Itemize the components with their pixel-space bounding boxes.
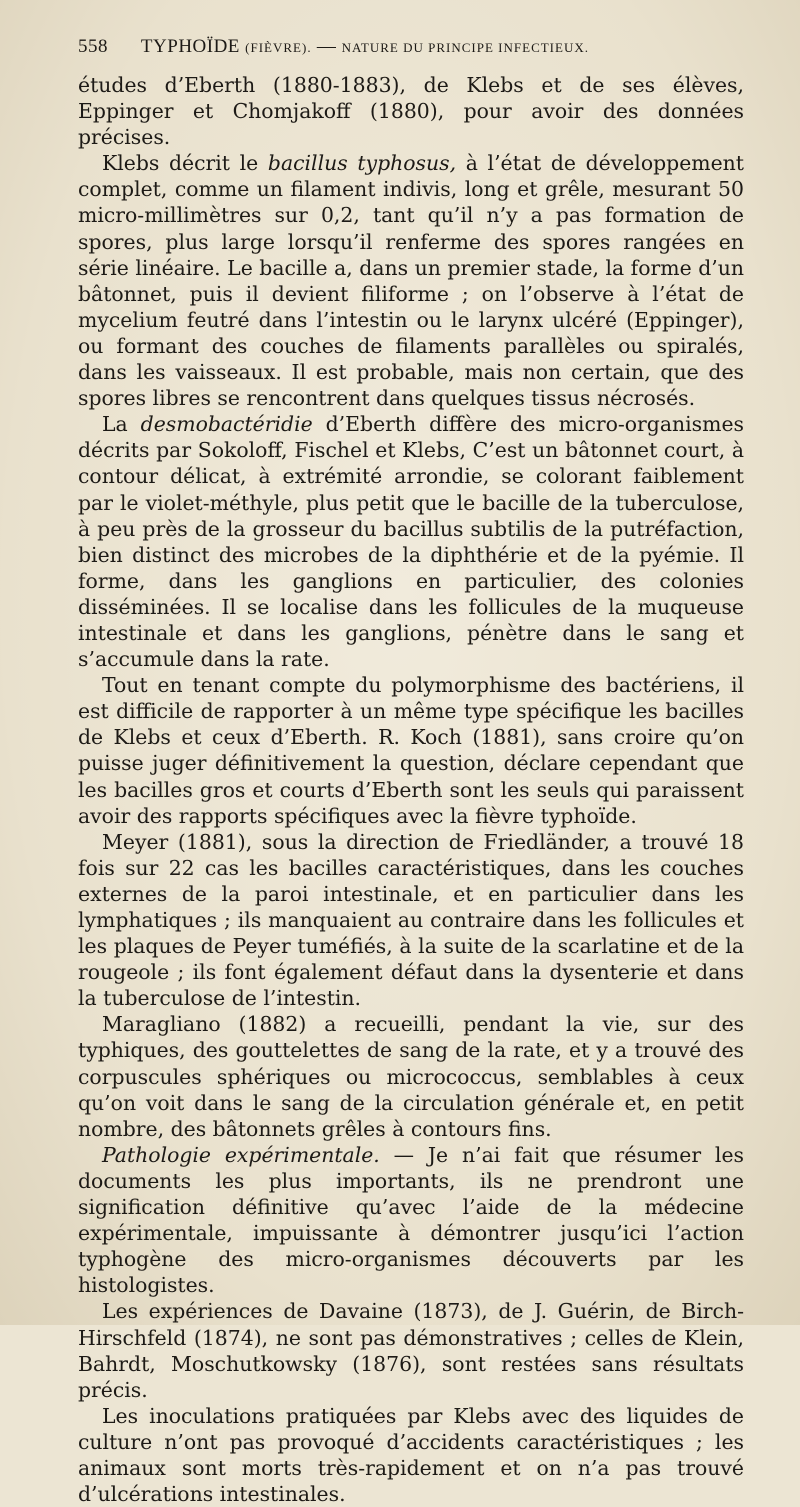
running-header <box>78 36 758 58</box>
paragraph-text: Klebs décrit le <box>102 151 268 176</box>
paragraph <box>78 1298 744 1402</box>
paragraph-text: Les expériences de Davaine (1873), de J. Guérin, de Birch-Hirschfeld (1874), ne sont pas démonstratives ; celles de Klein, Bahrdt, Moschutkowsky (1876), sont restées sans résultats précis. <box>78 1299 744 1402</box>
italic-text: desmobactéridie <box>140 412 313 437</box>
header-dash: — <box>316 36 337 57</box>
paragraph-text: — Je n’ai fait que résumer les documents les plus importants, ils ne prendront une signification définitive qu’avec l’aide de la médecine expérimentale, impuissante à démontrer jusqu’ici l’action typhogène des micro-organismes découverts par les histologistes. <box>78 1142 744 1298</box>
running-title: TYPHOÏDE <box>140 36 240 57</box>
paragraph-text: Meyer (1881), sous la direction de Friedländer, a trouvé 18 fois sur 22 cas les bacilles caractéristiques, dans les couches externes de la paroi intestinale, et en particulier dans les lymphatiques ; ils manquaient au contraire dans les follicules et les plaques de Peyer tuméfiés, à la suite de la scarlatine et de la rougeole ; ils font également défaut dans la dysenterie et dans la tuberculose de l’intestin. <box>78 829 744 1011</box>
paragraph <box>78 1403 744 1507</box>
paragraph <box>78 150 744 411</box>
italic-text: bacillus typhosus, <box>267 151 457 176</box>
paragraph <box>78 672 744 829</box>
italic-text: Pathologie expérimentale. <box>102 1142 380 1167</box>
body-text <box>78 72 744 1507</box>
paragraph-text: études d’Eberth (1880-1883), de Klebs et de ses élèves, Eppinger et Chomjakoff (1880), pour avoir des données précises. <box>78 73 744 150</box>
paragraph-text: Tout en tenant compte du polymorphisme des bactériens, il est difficile de rapporter à un même type spécifique les bacilles de Klebs et ceux d’Eberth. R. Koch (1881), sans croire qu’on puisse juger définitivement la question, déclare cependant que les bacilles gros et courts d’Eberth sont les seuls qui paraissent avoir des rapports spécifiques avec la fièvre typhoïde. <box>78 673 744 828</box>
section-title: NATURE DU PRINCIPE INFECTIEUX. <box>341 40 589 55</box>
running-subtitle: (FIÈVRE). <box>245 40 312 55</box>
paragraph-text: à l’état de développement complet, comme un filament indivis, long et grêle, mesurant 50 micro-millimètres sur 0,2, tant qu’il n’y a pas formation de spores, plus large lorsqu’il renferme des spores rangées en série linéaire. Le bacille a, dans un premier stade, la forme d’un bâtonnet, puis il devient filiforme ; on l’observe à l’état de mycelium feutré dans l’intestin ou le larynx ulcéré (Eppinger), ou formant des couches de filaments parallèles ou spiralés, dans les vaisseaux. Il est probable, mais non certain, que des spores libres se rencontrent dans quelques tissus nécrosés. <box>78 151 744 411</box>
paragraph <box>78 72 744 150</box>
page-number: 558 <box>78 36 108 57</box>
paragraph <box>78 829 744 1012</box>
paragraph-text: d’Eberth diffère des micro-organismes décrits par Sokoloff, Fischel et Klebs, C’est un bâtonnet court, à contour délicat, à extrémité arrondie, se colorant faiblement par le violet-méthyle, plus petit que le bacille de la tuberculose, à peu près de la grosseur du bacillus subtilis de la putréfaction, bien distinct des microbes de la diphthérie et de la pyémie. Il forme, dans les ganglions en particulier, des colonies disséminées. Il se localise dans les follicules de la muqueuse intestinale et dans les ganglions, pénètre dans le sang et s’accumule dans la rate. <box>78 412 744 672</box>
paragraph-text: Les inoculations pratiquées par Klebs avec des liquides de culture n’ont pas provoqué d’accidents caractéristiques ; les animaux sont morts très-rapidement et on n’a pas trouvé d’ulcérations intestinales. <box>78 1403 744 1507</box>
paragraph <box>78 1011 744 1141</box>
paragraph <box>78 1142 744 1299</box>
paragraph-text: Maragliano (1882) a recueilli, pendant la vie, sur des typhiques, des gouttelettes de sang de la rate, et y a trouvé des corpuscules sphériques ou micrococcus, semblables à ceux qu’on voit dans le sang de la circulation générale et, en petit nombre, des bâtonnets grêles à contours fins. <box>78 1012 744 1141</box>
paragraph <box>78 411 744 672</box>
paragraph-text: La <box>102 412 141 437</box>
